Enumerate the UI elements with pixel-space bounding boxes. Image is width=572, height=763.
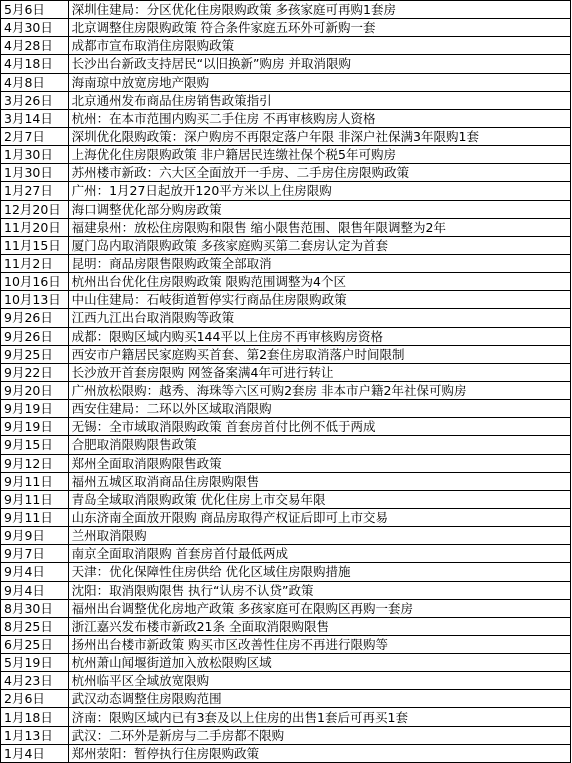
policy-cell[interactable]: 深圳住建局：分区优化住房限购政策 多孩家庭可再购1套房: [68, 1, 570, 19]
policy-cell[interactable]: 郑州荥阳：暂停执行住房限购政策: [68, 744, 570, 762]
table-row: [1, 19, 571, 37]
date-cell[interactable]: 9月26日: [1, 309, 69, 327]
policy-cell[interactable]: 广州：1月27日起放开120平方米以上住房限购: [68, 182, 570, 200]
policy-cell[interactable]: 杭州临平区全域放宽限购: [68, 672, 570, 690]
date-cell[interactable]: 1月27日: [1, 182, 69, 200]
policy-cell[interactable]: 江西九江出台取消限购等政策: [68, 309, 570, 327]
policy-cell[interactable]: 郑州全面取消限购限售政策: [68, 454, 570, 472]
date-cell[interactable]: 11月2日: [1, 254, 69, 272]
table-row: [1, 345, 571, 363]
date-cell[interactable]: 5月6日: [1, 1, 69, 19]
table-row: [1, 527, 571, 545]
date-cell[interactable]: 8月30日: [1, 599, 69, 617]
date-cell[interactable]: 9月11日: [1, 508, 69, 526]
table-row: [1, 327, 571, 345]
date-cell[interactable]: 4月23日: [1, 672, 69, 690]
table-row: [1, 291, 571, 309]
date-cell[interactable]: 4月8日: [1, 73, 69, 91]
table-row: [1, 472, 571, 490]
date-cell[interactable]: 9月9日: [1, 527, 69, 545]
date-cell[interactable]: 9月19日: [1, 400, 69, 418]
table-row: [1, 400, 571, 418]
table-row: [1, 254, 571, 272]
policy-cell[interactable]: 福建泉州：放松住房限购和限售 缩小限售范围、限售年限调整为2年: [68, 218, 570, 236]
policy-cell[interactable]: 苏州楼市新政：六大区全面放开一手房、二手房住房限购政策: [68, 164, 570, 182]
policy-cell[interactable]: 成都：限购区域内购买144平以上住房不再审核购房资格: [68, 327, 570, 345]
policy-cell[interactable]: 兰州取消限购: [68, 527, 570, 545]
date-cell[interactable]: 9月7日: [1, 545, 69, 563]
policy-cell[interactable]: 海南琼中放宽房地产限购: [68, 73, 570, 91]
policy-cell[interactable]: 浙江嘉兴发布楼市新政21条 全面取消限购限售: [68, 617, 570, 635]
policy-cell[interactable]: 厦门岛内取消限购政策 多孩家庭购买第二套房认定为首套: [68, 236, 570, 254]
table-row: [1, 73, 571, 91]
date-cell[interactable]: 9月26日: [1, 327, 69, 345]
table-row: [1, 1, 571, 19]
table-row: [1, 218, 571, 236]
table-row: [1, 672, 571, 690]
policy-cell[interactable]: 扬州出台楼市新政策 购买市区改善性住房不再进行限购等: [68, 635, 570, 653]
date-cell[interactable]: 9月25日: [1, 345, 69, 363]
policy-cell[interactable]: 杭州萧山闻堰街道加入放松限购区域: [68, 654, 570, 672]
policy-cell[interactable]: 上海优化住房限购政策 非户籍居民连缴社保个税5年可购房: [68, 146, 570, 164]
table-row: [1, 146, 571, 164]
date-cell[interactable]: 3月26日: [1, 91, 69, 109]
date-cell[interactable]: 1月18日: [1, 708, 69, 726]
table-row: [1, 418, 571, 436]
table-row: [1, 545, 571, 563]
policy-cell[interactable]: 福州五城区取消商品住房限购限售: [68, 472, 570, 490]
policy-cell[interactable]: 南京全面取消限购 首套房首付最低两成: [68, 545, 570, 563]
policy-cell[interactable]: 沈阳：取消限购限售 执行“认房不认贷”政策: [68, 581, 570, 599]
table-row: [1, 381, 571, 399]
policy-cell[interactable]: 无锡：全市域取消限购政策 首套房首付比例不低于两成: [68, 418, 570, 436]
table-row: [1, 309, 571, 327]
table-row: [1, 37, 571, 55]
table-row: [1, 726, 571, 744]
table-row: [1, 109, 571, 127]
date-cell[interactable]: 10月13日: [1, 291, 69, 309]
date-cell[interactable]: 1月30日: [1, 164, 69, 182]
policy-cell[interactable]: 广州放松限购：越秀、海珠等六区可购2套房 非本市户籍2年社保可购房: [68, 381, 570, 399]
table-row: [1, 617, 571, 635]
date-cell[interactable]: 9月4日: [1, 581, 69, 599]
policy-table-body: [1, 1, 571, 763]
table-row: [1, 454, 571, 472]
table-row: [1, 436, 571, 454]
date-cell[interactable]: 1月4日: [1, 744, 69, 762]
date-cell[interactable]: 8月25日: [1, 617, 69, 635]
table-row: [1, 363, 571, 381]
policy-cell[interactable]: 中山住建局：石岐街道暂停实行商品住房限购政策: [68, 291, 570, 309]
date-cell[interactable]: 4月30日: [1, 19, 69, 37]
date-cell[interactable]: 2月7日: [1, 127, 69, 145]
table-row: [1, 490, 571, 508]
table-row: [1, 599, 571, 617]
date-cell[interactable]: 9月4日: [1, 563, 69, 581]
policy-cell[interactable]: 青岛全域取消限购政策 优化住房上市交易年限: [68, 490, 570, 508]
table-row: [1, 563, 571, 581]
table-row: [1, 708, 571, 726]
date-cell[interactable]: 4月28日: [1, 37, 69, 55]
date-cell[interactable]: 11月20日: [1, 218, 69, 236]
date-cell[interactable]: 9月19日: [1, 418, 69, 436]
table-row: [1, 690, 571, 708]
date-cell[interactable]: 6月25日: [1, 635, 69, 653]
table-row: [1, 744, 571, 762]
date-cell[interactable]: 5月19日: [1, 654, 69, 672]
table-row: [1, 508, 571, 526]
policy-cell[interactable]: 成都市宣布取消住房限购政策: [68, 37, 570, 55]
date-cell[interactable]: 1月30日: [1, 146, 69, 164]
table-row: [1, 55, 571, 73]
date-cell[interactable]: 9月12日: [1, 454, 69, 472]
table-row: [1, 635, 571, 653]
policy-cell[interactable]: 杭州：在本市范围内购买二手住房 不再审核购房人资格: [68, 109, 570, 127]
date-cell[interactable]: 2月6日: [1, 690, 69, 708]
table-row: [1, 91, 571, 109]
table-row: [1, 182, 571, 200]
policy-cell[interactable]: 北京调整住房限购政策 符合条件家庭五环外可新购一套: [68, 19, 570, 37]
policy-cell[interactable]: 北京通州发布商品住房销售政策指引: [68, 91, 570, 109]
date-cell[interactable]: 3月14日: [1, 109, 69, 127]
table-row: [1, 581, 571, 599]
date-cell[interactable]: 9月20日: [1, 381, 69, 399]
policy-cell[interactable]: 长沙出台新政支持居民“以旧换新”购房 并取消限购: [68, 55, 570, 73]
policy-cell[interactable]: 合肥取消限购限售政策: [68, 436, 570, 454]
policy-cell[interactable]: 武汉：二环外是新房与二手房都不限购: [68, 726, 570, 744]
table-row: [1, 236, 571, 254]
date-cell[interactable]: 12月20日: [1, 200, 69, 218]
policy-cell[interactable]: 天津：优化保障性住房供给 优化区域住房限购措施: [68, 563, 570, 581]
table-row: [1, 273, 571, 291]
table-row: [1, 200, 571, 218]
table-row: [1, 164, 571, 182]
policy-cell[interactable]: 西安住建局：二环以外区域取消限购: [68, 400, 570, 418]
date-cell[interactable]: 4月18日: [1, 55, 69, 73]
policy-cell[interactable]: 昆明：商品房限售限购政策全部取消: [68, 254, 570, 272]
date-cell[interactable]: 9月22日: [1, 363, 69, 381]
policy-cell[interactable]: 山东济南全面放开限购 商品房取得产权证后即可上市交易: [68, 508, 570, 526]
table-row: [1, 654, 571, 672]
policy-cell[interactable]: 杭州出台优化住房限购政策 限购范围调整为4个区: [68, 273, 570, 291]
policy-cell[interactable]: 海口调整优化部分购房政策: [68, 200, 570, 218]
date-cell[interactable]: 9月11日: [1, 490, 69, 508]
policy-cell[interactable]: 济南：限购区域内已有3套及以上住房的出售1套后可再买1套: [68, 708, 570, 726]
date-cell[interactable]: 9月11日: [1, 472, 69, 490]
table-row: [1, 127, 571, 145]
date-cell[interactable]: 9月15日: [1, 436, 69, 454]
date-cell[interactable]: 1月13日: [1, 726, 69, 744]
date-cell[interactable]: 10月16日: [1, 273, 69, 291]
policy-cell[interactable]: 长沙放开首套房限购 网签备案满4年可进行转让: [68, 363, 570, 381]
date-cell[interactable]: 11月15日: [1, 236, 69, 254]
policy-cell[interactable]: 武汉动态调整住房限购范围: [68, 690, 570, 708]
policy-cell[interactable]: 福州出台调整优化房地产政策 多孩家庭可在限购区再购一套房: [68, 599, 570, 617]
policy-cell[interactable]: 西安市户籍居民家庭购买首套、第2套住房取消落户时间限制: [68, 345, 570, 363]
policy-cell[interactable]: 深圳优化限购政策：深户购房不再限定落户年限 非深户社保满3年限购1套: [68, 127, 570, 145]
